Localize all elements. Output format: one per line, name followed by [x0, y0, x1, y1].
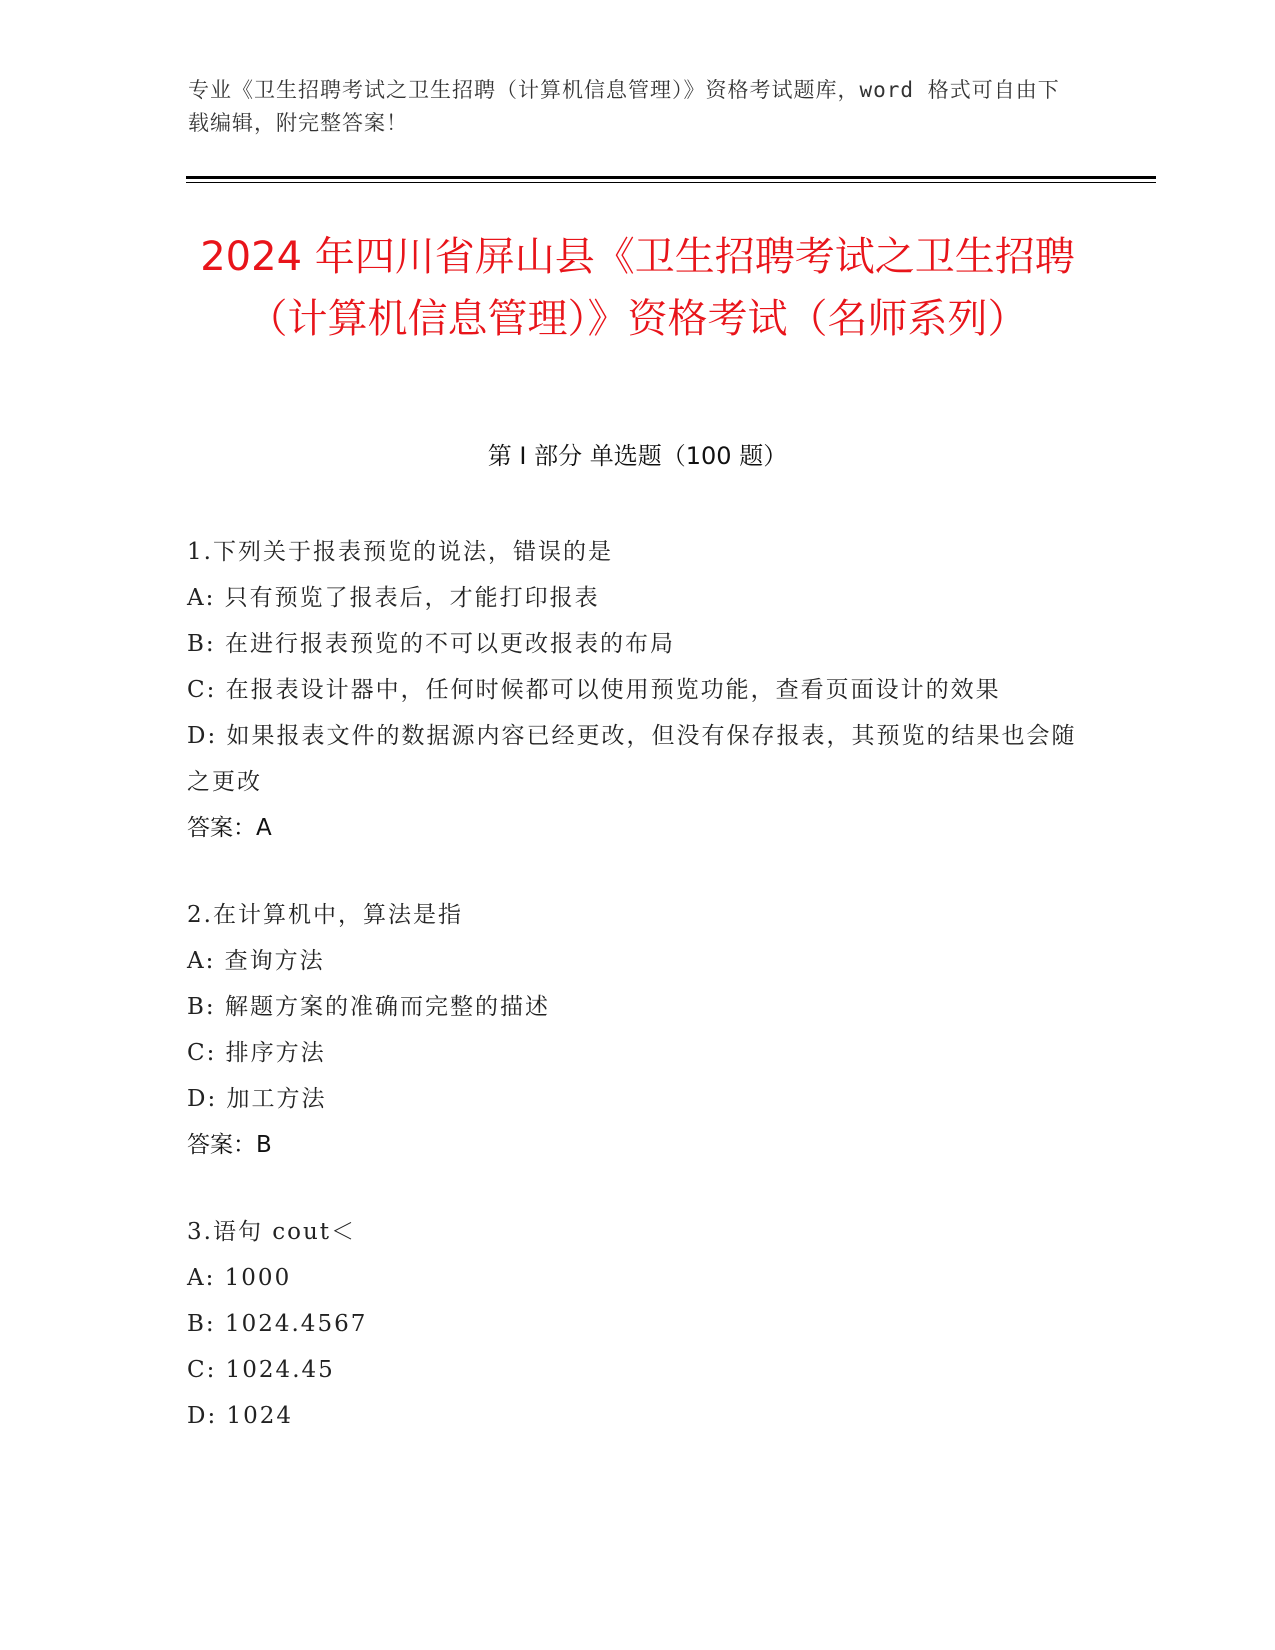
header-note: 专业《卫生招聘考试之卫生招聘（计算机信息管理）》资格考试题库，word 格式可自由下载编辑，附完整答案！ [188, 78, 1060, 135]
header-rule-thin [186, 182, 1156, 183]
option-b: B: 解题方案的准确而完整的描述 [187, 994, 550, 1020]
option-c: C: 排序方法 [187, 1040, 326, 1066]
section-title: 第 I 部分 单选题（100 题） [487, 442, 788, 470]
option-d: D: 如果报表文件的数据源内容已经更改，但没有保存报表，其预览的结果也会随之更改 [187, 723, 1077, 795]
option-b: B: 在进行报表预览的不可以更改报表的布局 [187, 631, 675, 657]
question-3 [187, 1209, 1087, 1439]
question-stem: 2.在计算机中，算法是指 [187, 902, 463, 928]
question-1 [187, 529, 1087, 851]
question-2 [187, 892, 1087, 1168]
option-a: A: 查询方法 [187, 948, 325, 974]
answer: 答案：B [187, 1132, 272, 1158]
answer: 答案：A [187, 815, 272, 841]
option-c: C: 在报表设计器中，任何时候都可以使用预览功能，查看页面设计的效果 [187, 677, 1001, 703]
option-b: B: 1024.4567 [187, 1311, 368, 1337]
option-a: A: 只有预览了报表后，才能打印报表 [187, 585, 600, 611]
header-rule-thick [186, 176, 1156, 179]
option-d: D: 1024 [187, 1403, 294, 1429]
option-d: D: 加工方法 [187, 1086, 327, 1112]
question-list [187, 529, 1087, 1480]
option-a: A: 1000 [187, 1265, 292, 1291]
document-title: 2024 年四川省屏山县《卫生招聘考试之卫生招聘（计算机信息管理）》资格考试（名师系列） [200, 234, 1075, 342]
question-stem: 3.语句 cout＜ [187, 1219, 357, 1245]
option-c: C: 1024.45 [187, 1357, 335, 1383]
question-stem: 1.下列关于报表预览的说法，错误的是 [187, 539, 613, 565]
